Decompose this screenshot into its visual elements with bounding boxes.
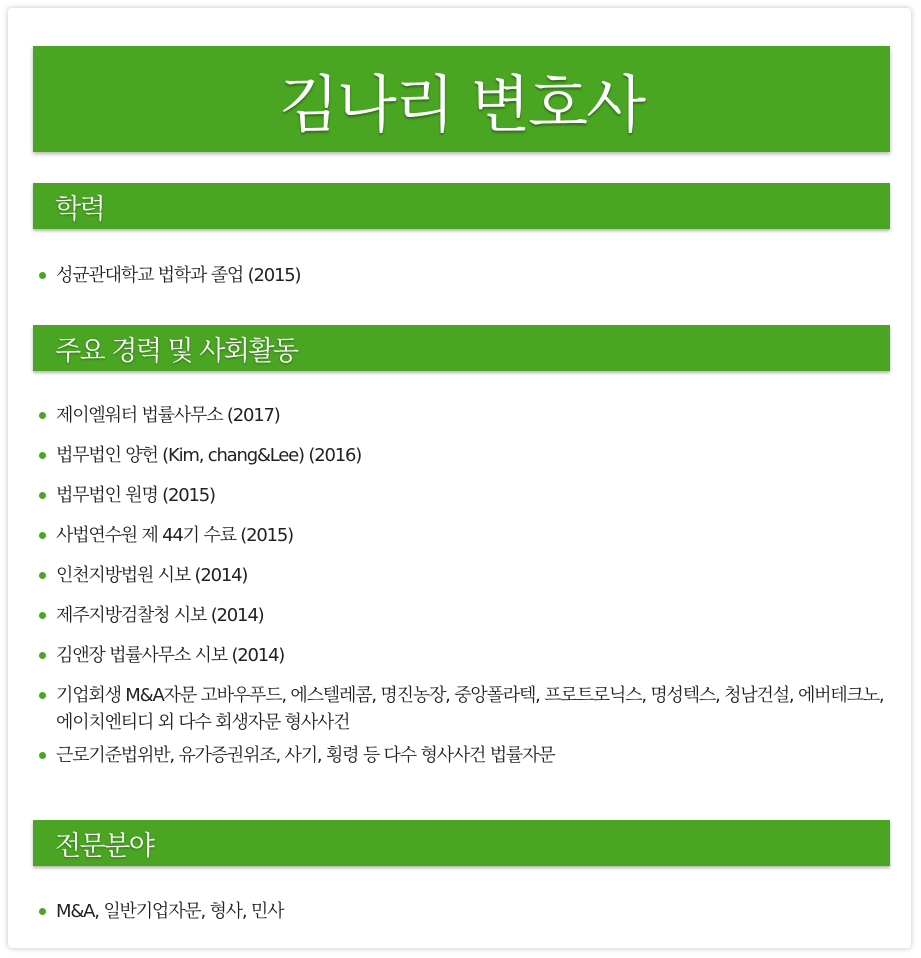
bullet-icon	[39, 452, 46, 459]
bullet-icon	[39, 272, 46, 279]
list-item: 근로기준법위반, 유가증권위조, 사기, 횡령 등 다수 형사사건 법률자문	[38, 742, 878, 769]
section-header-education	[33, 183, 890, 229]
section-title: 학력	[55, 193, 105, 225]
list-item: 인천지방법원 시보 (2014)	[38, 562, 878, 589]
education-list	[38, 262, 878, 289]
bullet-icon	[39, 412, 46, 419]
bullet-icon	[39, 532, 46, 539]
list-item: 김앤장 법률사무소 시보 (2014)	[38, 642, 878, 669]
list-item: M&A, 일반기업자문, 형사, 민사	[38, 898, 878, 925]
section-header-specialty	[33, 820, 890, 866]
specialty-list	[38, 898, 878, 925]
career-list	[38, 402, 884, 769]
bullet-icon	[39, 492, 46, 499]
list-item: 기업회생 M&A자문 고바우푸드, 에스텔레콤, 명진농장, 중앙폴라텍, 프로트로닉스, 명성텍스, 청남건설, 에버테크노, 에이치엔티디 외 다수 회생자문 형사사건	[38, 682, 886, 736]
section-title: 전문분야	[55, 830, 154, 862]
bullet-icon	[39, 612, 46, 619]
list-item: 제이엘워터 법률사무소 (2017)	[38, 402, 878, 429]
bullet-icon	[39, 908, 46, 915]
bullet-icon	[39, 692, 46, 699]
list-item: 법무법인 양헌 (Kim, chang&Lee) (2016)	[38, 442, 878, 469]
list-item: 사법연수원 제 44기 수료 (2015)	[38, 522, 878, 549]
bullet-icon	[39, 752, 46, 759]
bullet-icon	[39, 572, 46, 579]
list-item: 제주지방검찰청 시보 (2014)	[38, 602, 878, 629]
page-title: 김나리 변호사	[278, 67, 645, 141]
list-item: 법무법인 원명 (2015)	[38, 482, 878, 509]
section-header-career	[33, 325, 890, 371]
bullet-icon	[39, 652, 46, 659]
list-item: 성균관대학교 법학과 졸업 (2015)	[38, 262, 878, 289]
section-title: 주요 경력 및 사회활동	[55, 335, 298, 367]
title-banner	[33, 46, 890, 152]
